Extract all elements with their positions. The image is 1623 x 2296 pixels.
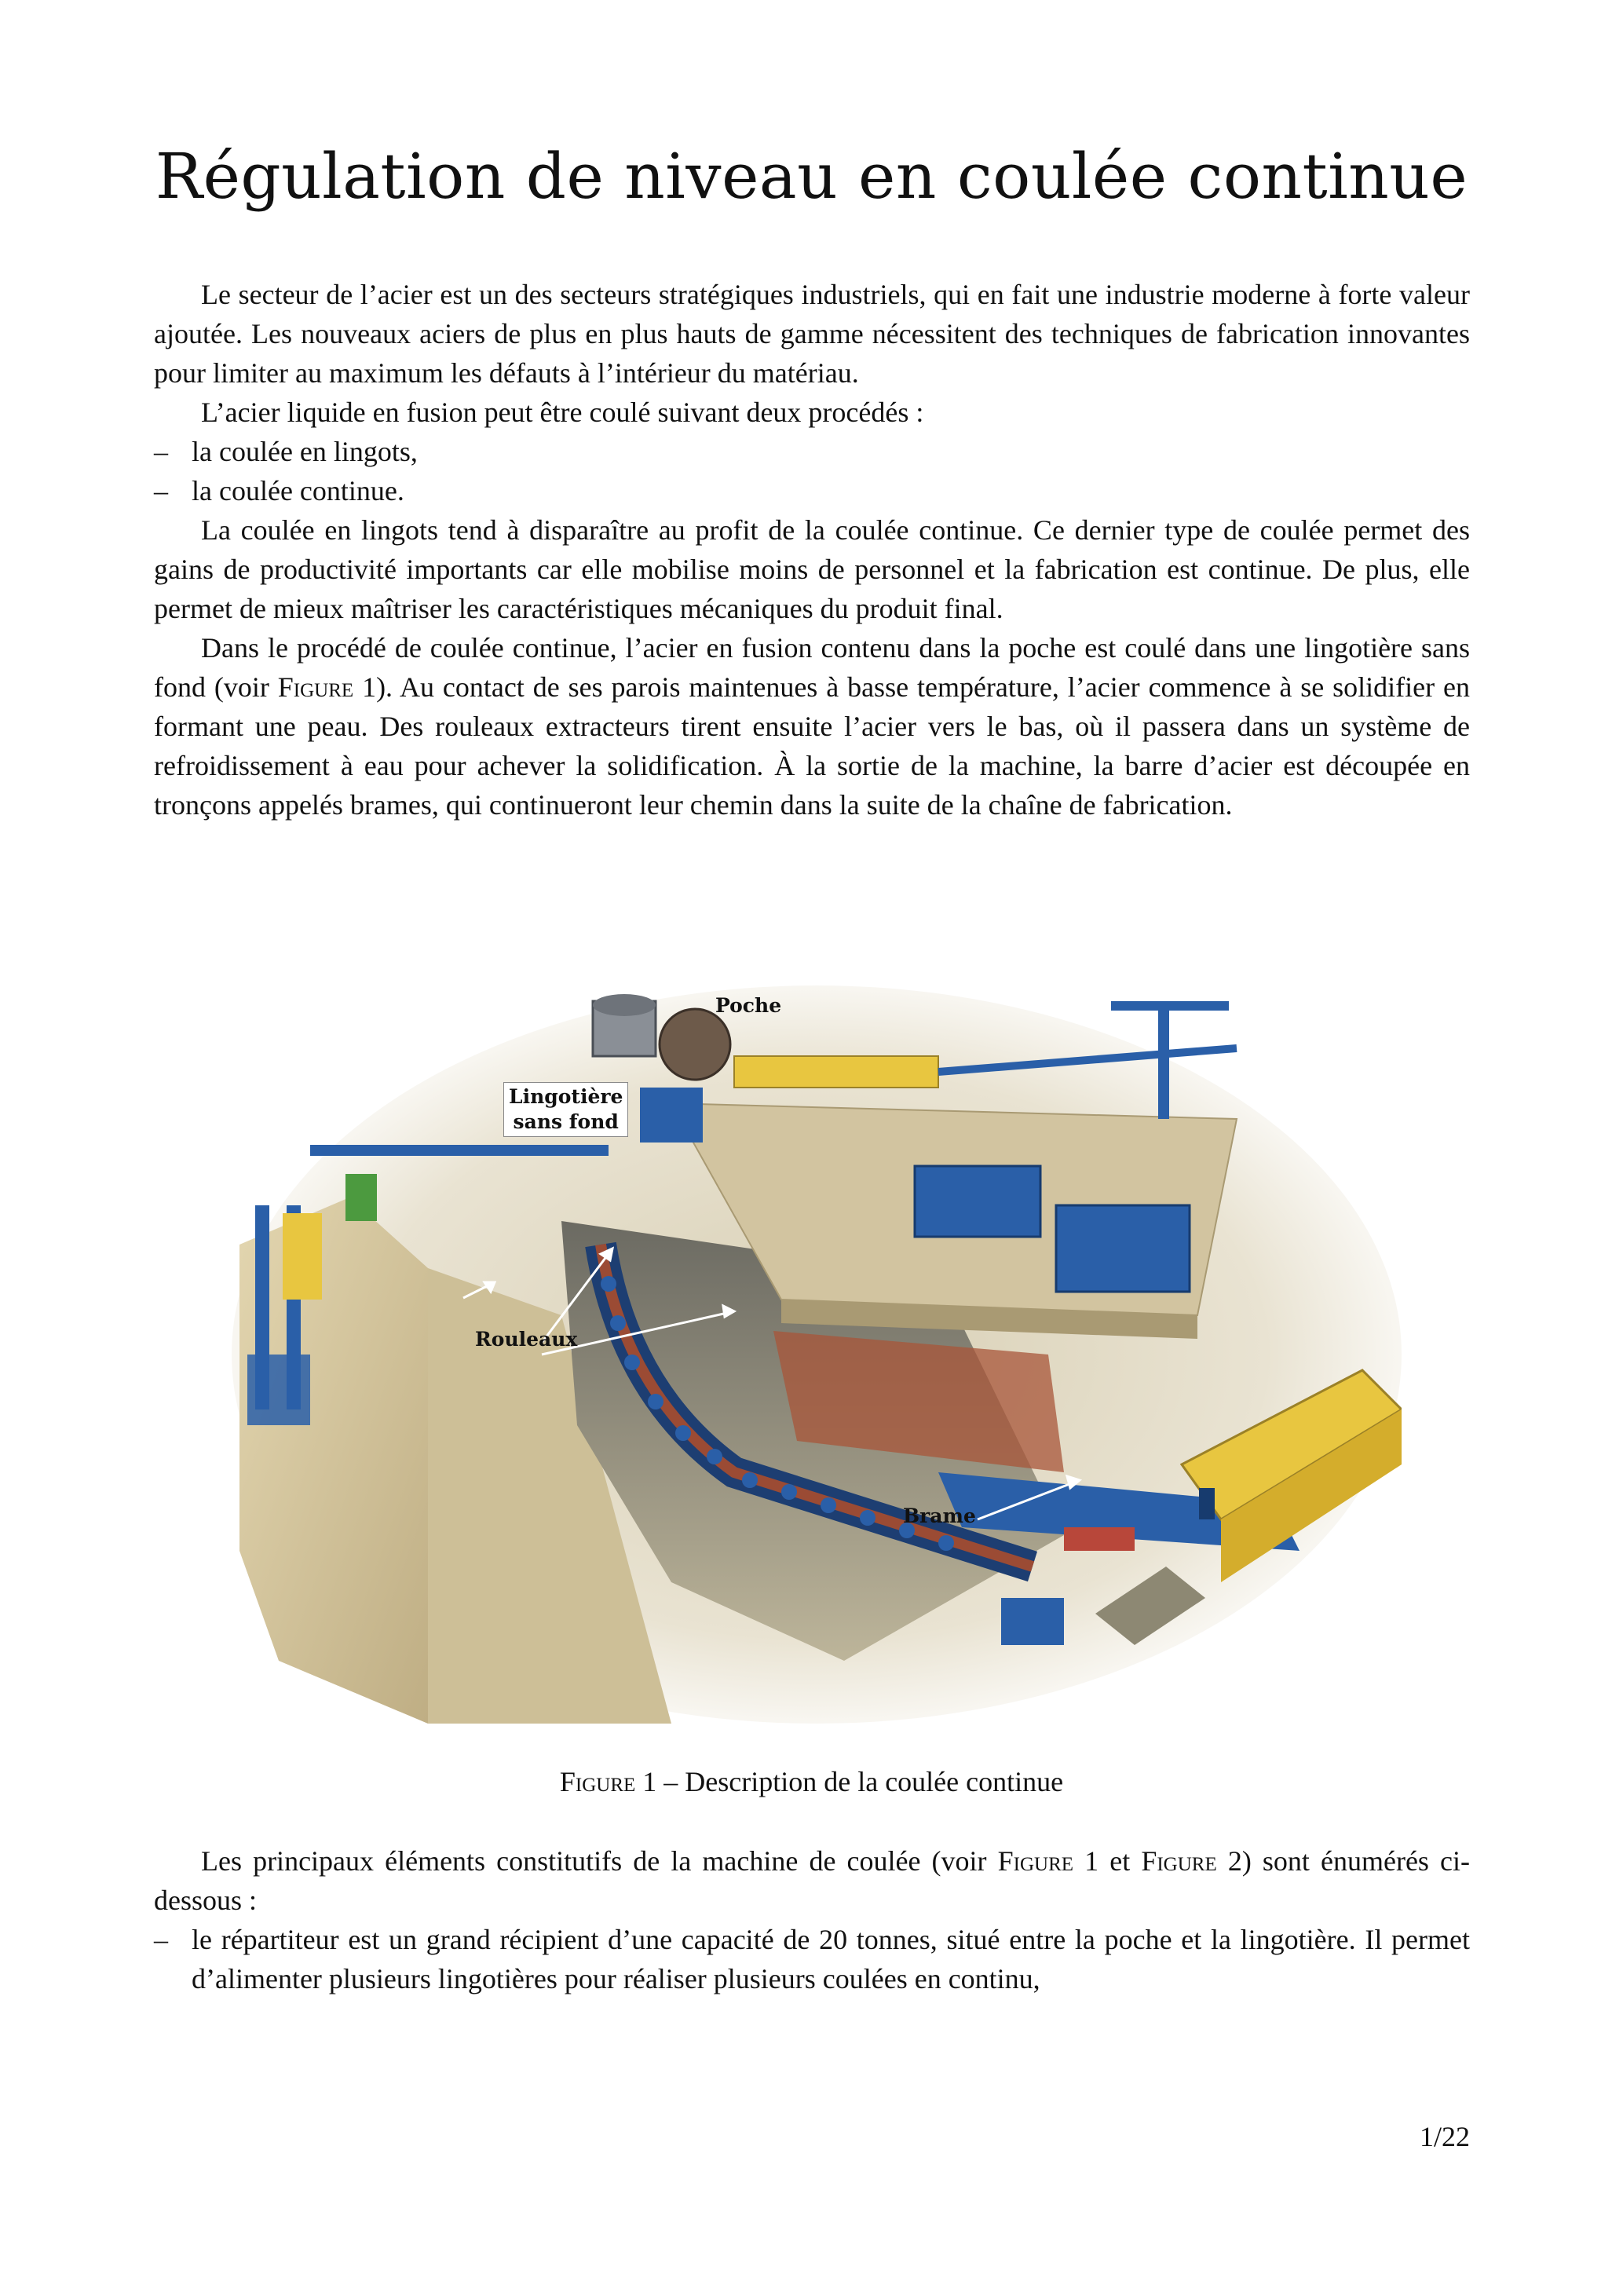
figure-continuous-casting xyxy=(232,985,1402,1724)
page-title: Régulation de niveau en coulée continue xyxy=(155,140,1468,213)
paragraph-4: Dans le procédé de coulée continue, l’acier en fusion contenu dans la poche est coulé dans une lingotière sans fond (voir Figure 1). Au contact de ses parois maintenues à basse température, l’acier commence à se solidifier en formant une peau. Des rouleaux extracteurs tirent ensuite l’acier vers le bas, où il passera dans un système de refroidissement à eau pour achever la solidification. À la sortie de la machine, la barre d’acier est découpée en tronçons appelés brames, qui continueront leur chemin dans la suite de la chaîne de fabrication. xyxy=(154,632,1470,821)
label-poche: Poche xyxy=(715,994,782,1017)
intro-section xyxy=(154,275,1470,824)
elements-section xyxy=(154,1841,1470,1998)
figure-reference: Figure xyxy=(277,671,354,703)
figure-reference: Figure xyxy=(1141,1845,1217,1877)
paragraph-5: Les principaux éléments constitutifs de la machine de coulée (voir Figure 1 et Figure 2) sont énumérés ci-dessous : xyxy=(154,1845,1471,1916)
paragraph-3: La coulée en lingots tend à disparaître au profit de la coulée continue. Ce dernier type de coulée permet des gains de productivité importants car elle mobilise moins de personnel et la fabrication est continue. De plus, elle permet de mieux maîtriser les caractéristiques mécaniques du produit final. xyxy=(154,514,1470,624)
label-brame: Brame xyxy=(903,1504,976,1527)
paragraph-1: Le secteur de l’acier est un des secteurs stratégiques industriels, qui en fait une industrie moderne à forte valeur ajoutée. Les nouveaux aciers de plus en plus hauts de gamme nécessitent des techniques de fabrication innovantes pour limiter au maximum les défauts à l’intérieur du matériau. xyxy=(154,279,1470,389)
list-item: – le répartiteur est un grand récipient d’une capacité de 20 tonnes, situé entre la poche et la lingotière. Il permet d’alimenter plusieurs lingotières pour réaliser plusieurs coulées en continu, xyxy=(154,1924,1470,1994)
page-number: 1/22 xyxy=(1419,2121,1470,2152)
list-item: – la coulée en lingots, xyxy=(154,436,418,467)
casting-machine-illustration xyxy=(232,985,1402,1724)
paragraph-2: L’acier liquide en fusion peut être coulé suivant deux procédés : xyxy=(201,397,924,428)
label-lingotiere: Lingotière sans fond xyxy=(503,1082,628,1137)
figure-caption: Figure 1 – Description de la coulée continue xyxy=(559,1766,1064,1797)
figure-reference: Figure xyxy=(997,1845,1074,1877)
list-item: – la coulée continue. xyxy=(154,475,404,506)
label-rouleaux: Rouleaux xyxy=(475,1328,578,1351)
